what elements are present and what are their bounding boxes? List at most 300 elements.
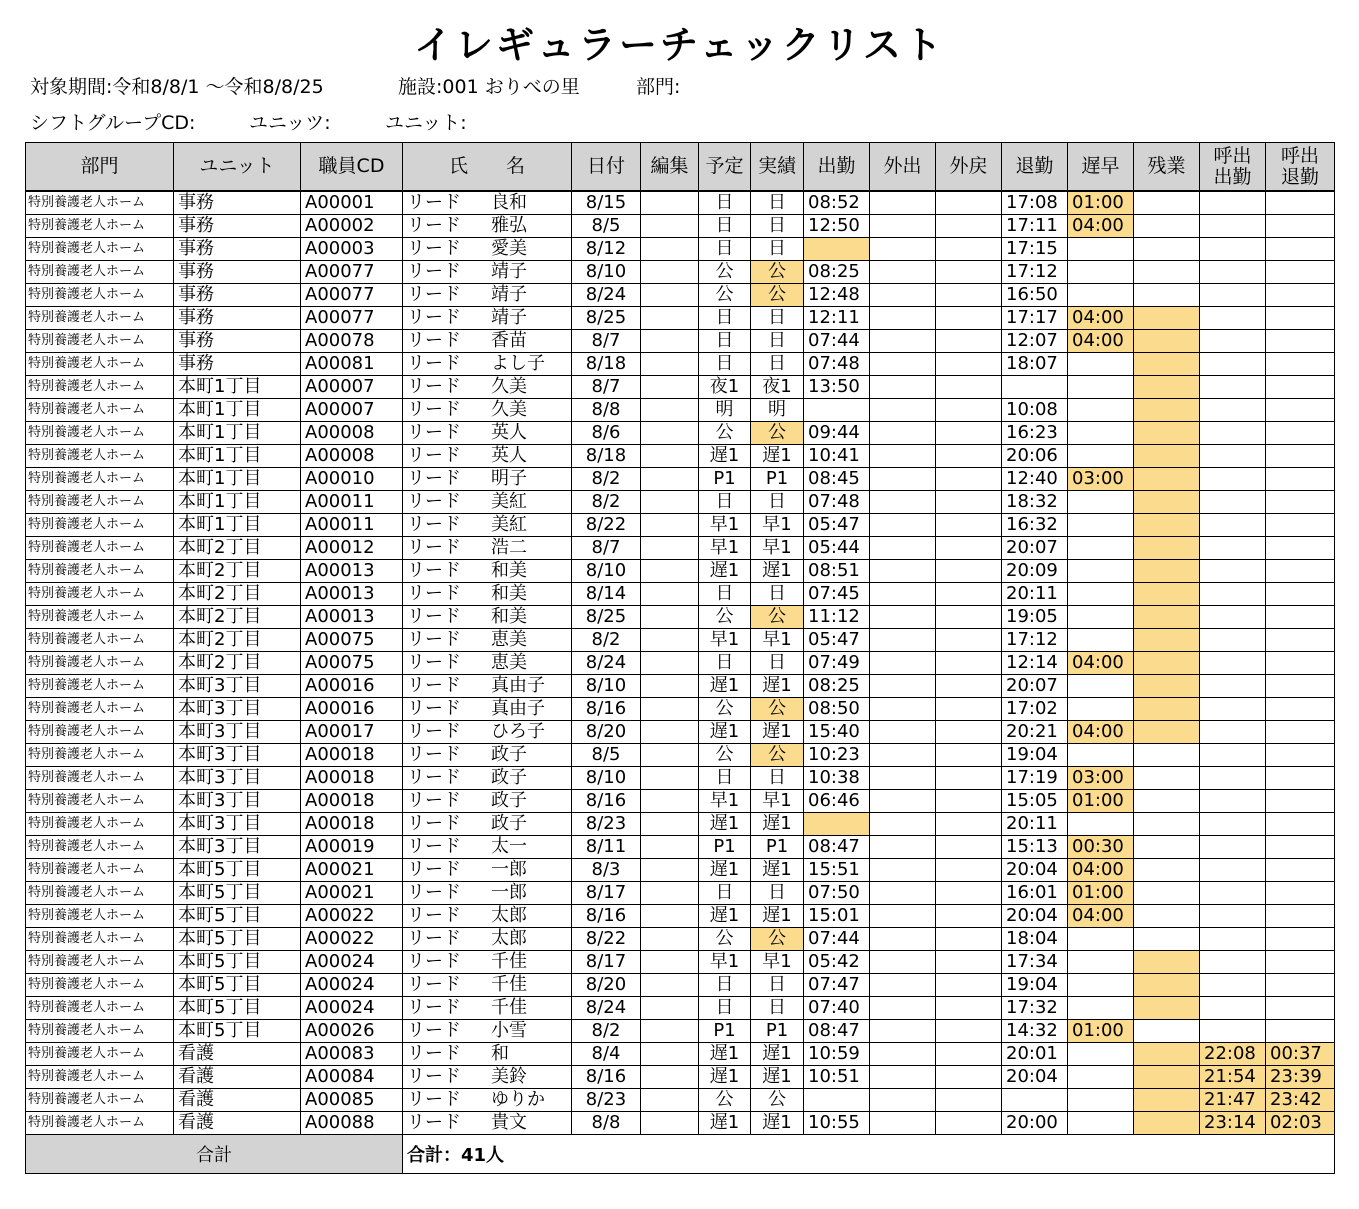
department-cell: 特別養護老人ホーム	[26, 813, 174, 836]
table-row	[26, 1089, 1335, 1112]
edit-cell	[641, 997, 699, 1020]
late-early-cell	[1068, 1089, 1134, 1112]
given-name: 美紅	[491, 514, 527, 535]
clock-out-cell: 17:17	[1002, 307, 1068, 330]
call-in-cell	[1200, 882, 1266, 905]
table-row	[26, 675, 1335, 698]
name-cell	[403, 191, 572, 215]
out-cell	[870, 606, 936, 629]
call-out-cell: 23:42	[1266, 1089, 1335, 1112]
plan-cell: 遅1	[699, 445, 751, 468]
actual-cell: 遅1	[751, 1066, 804, 1089]
actual-cell: 公	[751, 284, 804, 307]
date-cell: 8/16	[572, 905, 641, 928]
actual-cell: 遅1	[751, 675, 804, 698]
table-row	[26, 238, 1335, 261]
out-cell	[870, 790, 936, 813]
table-row	[26, 376, 1335, 399]
family-name: リード	[407, 330, 461, 351]
late-early-cell	[1068, 445, 1134, 468]
plan-cell: 遅1	[699, 1112, 751, 1135]
unit-cell: 事務	[174, 284, 301, 307]
overtime-cell	[1134, 698, 1200, 721]
clock-in-cell	[804, 238, 870, 261]
overtime-cell	[1134, 997, 1200, 1020]
clock-out-cell: 12:40	[1002, 468, 1068, 491]
staff-cd-cell: A00003	[301, 238, 403, 261]
clock-out-cell: 20:06	[1002, 445, 1068, 468]
call-in-cell	[1200, 629, 1266, 652]
clock-out-cell: 17:08	[1002, 191, 1068, 215]
clock-out-cell: 20:09	[1002, 560, 1068, 583]
late-early-cell	[1068, 675, 1134, 698]
name-cell	[403, 422, 572, 445]
return-cell	[936, 1066, 1002, 1089]
name-cell	[403, 928, 572, 951]
overtime-cell	[1134, 261, 1200, 284]
call-in-cell	[1200, 399, 1266, 422]
edit-cell	[641, 1020, 699, 1043]
clock-out-cell: 16:32	[1002, 514, 1068, 537]
late-early-cell: 04:00	[1068, 307, 1134, 330]
given-name: 和美	[491, 583, 527, 604]
staff-cd-cell: A00077	[301, 307, 403, 330]
department-cell: 特別養護老人ホーム	[26, 606, 174, 629]
given-name: 恵美	[491, 629, 527, 650]
edit-cell	[641, 238, 699, 261]
call-in-cell	[1200, 583, 1266, 606]
return-cell	[936, 675, 1002, 698]
actual-cell: 公	[751, 422, 804, 445]
call-in-cell: 21:47	[1200, 1089, 1266, 1112]
call-out-cell	[1266, 468, 1335, 491]
call-out-cell	[1266, 629, 1335, 652]
call-out-cell	[1266, 353, 1335, 376]
late-early-cell	[1068, 974, 1134, 997]
given-name: 政子	[491, 744, 527, 765]
name-cell	[403, 721, 572, 744]
clock-out-cell: 20:00	[1002, 1112, 1068, 1135]
col-return-header: 外戻	[936, 143, 1002, 192]
clock-in-cell: 05:44	[804, 537, 870, 560]
overtime-cell	[1134, 514, 1200, 537]
call-in-cell	[1200, 284, 1266, 307]
plan-cell: 公	[699, 744, 751, 767]
overtime-cell	[1134, 1043, 1200, 1066]
clock-in-cell: 07:44	[804, 330, 870, 353]
call-out-cell	[1266, 744, 1335, 767]
table-row	[26, 698, 1335, 721]
overtime-cell	[1134, 399, 1200, 422]
date-cell: 8/22	[572, 514, 641, 537]
unit-cell: 本町2丁目	[174, 652, 301, 675]
out-cell	[870, 721, 936, 744]
table-row	[26, 491, 1335, 514]
total-label: 合計	[26, 1135, 403, 1174]
actual-cell: 公	[751, 606, 804, 629]
date-cell: 8/16	[572, 790, 641, 813]
staff-cd-cell: A00021	[301, 859, 403, 882]
call-out-cell	[1266, 330, 1335, 353]
return-cell	[936, 1020, 1002, 1043]
edit-cell	[641, 353, 699, 376]
call-out-cell	[1266, 836, 1335, 859]
family-name: リード	[407, 721, 461, 742]
date-cell: 8/18	[572, 353, 641, 376]
edit-cell	[641, 491, 699, 514]
staff-cd-cell: A00088	[301, 1112, 403, 1135]
given-name: 政子	[491, 813, 527, 834]
plan-cell: 日	[699, 974, 751, 997]
table-row	[26, 560, 1335, 583]
clock-in-cell: 07:48	[804, 491, 870, 514]
name-cell	[403, 859, 572, 882]
edit-cell	[641, 767, 699, 790]
call-out-cell	[1266, 514, 1335, 537]
return-cell	[936, 974, 1002, 997]
call-out-cell	[1266, 675, 1335, 698]
out-cell	[870, 744, 936, 767]
call-in-cell	[1200, 491, 1266, 514]
staff-cd-cell: A00024	[301, 951, 403, 974]
table-row	[26, 997, 1335, 1020]
return-cell	[936, 399, 1002, 422]
clock-in-cell: 12:50	[804, 215, 870, 238]
call-out-cell	[1266, 307, 1335, 330]
actual-cell: 日	[751, 583, 804, 606]
unit-cell: 本町2丁目	[174, 629, 301, 652]
plan-cell: 遅1	[699, 1066, 751, 1089]
return-cell	[936, 928, 1002, 951]
actual-cell: 日	[751, 353, 804, 376]
actual-cell: 遅1	[751, 905, 804, 928]
call-in-cell: 23:14	[1200, 1112, 1266, 1135]
return-cell	[936, 468, 1002, 491]
plan-cell: 公	[699, 1089, 751, 1112]
late-early-cell	[1068, 606, 1134, 629]
out-cell	[870, 1112, 936, 1135]
col-name-header: 氏 名	[403, 143, 572, 192]
clock-out-cell: 16:50	[1002, 284, 1068, 307]
name-cell	[403, 951, 572, 974]
table-body	[26, 191, 1335, 1135]
clock-out-cell: 18:32	[1002, 491, 1068, 514]
table-row	[26, 330, 1335, 353]
overtime-cell	[1134, 652, 1200, 675]
table-row	[26, 399, 1335, 422]
staff-cd-cell: A00024	[301, 997, 403, 1020]
date-cell: 8/20	[572, 721, 641, 744]
col-overtime-header: 残業	[1134, 143, 1200, 192]
table-row	[26, 859, 1335, 882]
plan-cell: 遅1	[699, 675, 751, 698]
late-early-cell: 01:00	[1068, 882, 1134, 905]
given-name: 小雪	[491, 1020, 527, 1041]
edit-cell	[641, 629, 699, 652]
family-name: リード	[407, 353, 461, 374]
date-cell: 8/7	[572, 376, 641, 399]
clock-in-cell: 10:55	[804, 1112, 870, 1135]
call-out-cell	[1266, 974, 1335, 997]
staff-cd-cell: A00007	[301, 376, 403, 399]
out-cell	[870, 997, 936, 1020]
clock-out-cell: 16:23	[1002, 422, 1068, 445]
plan-cell: 日	[699, 215, 751, 238]
out-cell	[870, 284, 936, 307]
call-out-cell	[1266, 951, 1335, 974]
call-in-cell	[1200, 560, 1266, 583]
table-row	[26, 629, 1335, 652]
family-name: リード	[407, 284, 461, 305]
edit-cell	[641, 1066, 699, 1089]
unit-cell: 事務	[174, 261, 301, 284]
staff-cd-cell: A00016	[301, 698, 403, 721]
late-early-cell: 04:00	[1068, 215, 1134, 238]
late-early-cell: 04:00	[1068, 330, 1134, 353]
staff-cd-cell: A00011	[301, 514, 403, 537]
overtime-cell	[1134, 882, 1200, 905]
family-name: リード	[407, 238, 461, 259]
staff-cd-cell: A00018	[301, 744, 403, 767]
call-out-cell	[1266, 606, 1335, 629]
return-cell	[936, 997, 1002, 1020]
plan-cell: 公	[699, 928, 751, 951]
name-cell	[403, 1089, 572, 1112]
plan-cell: 遅1	[699, 721, 751, 744]
return-cell	[936, 353, 1002, 376]
actual-cell: 日	[751, 307, 804, 330]
department-cell: 特別養護老人ホーム	[26, 767, 174, 790]
actual-cell: 日	[751, 238, 804, 261]
department-cell: 特別養護老人ホーム	[26, 537, 174, 560]
clock-in-cell: 06:46	[804, 790, 870, 813]
family-name: リード	[407, 1112, 461, 1133]
department-cell: 特別養護老人ホーム	[26, 629, 174, 652]
late-early-cell	[1068, 928, 1134, 951]
overtime-cell	[1134, 215, 1200, 238]
staff-cd-cell: A00022	[301, 905, 403, 928]
out-cell	[870, 491, 936, 514]
date-cell: 8/25	[572, 307, 641, 330]
call-out-cell	[1266, 813, 1335, 836]
department-cell: 特別養護老人ホーム	[26, 790, 174, 813]
actual-cell: 早1	[751, 629, 804, 652]
unit-cell: 事務	[174, 191, 301, 215]
call-in-cell	[1200, 675, 1266, 698]
out-cell	[870, 560, 936, 583]
family-name: リード	[407, 698, 461, 719]
table-row	[26, 1020, 1335, 1043]
units-label: ユニッツ:	[249, 112, 331, 134]
col-unit-header: ユニット	[174, 143, 301, 192]
plan-cell: 早1	[699, 514, 751, 537]
edit-cell	[641, 284, 699, 307]
out-cell	[870, 376, 936, 399]
given-name: 真由子	[491, 675, 545, 696]
name-cell	[403, 1112, 572, 1135]
staff-cd-cell: A00007	[301, 399, 403, 422]
given-name: 貴文	[491, 1112, 527, 1133]
call-in-cell	[1200, 997, 1266, 1020]
date-cell: 8/2	[572, 1020, 641, 1043]
call-out-cell	[1266, 445, 1335, 468]
late-early-cell: 01:00	[1068, 1020, 1134, 1043]
late-early-cell	[1068, 583, 1134, 606]
family-name: リード	[407, 1089, 461, 1110]
name-cell	[403, 629, 572, 652]
date-cell: 8/10	[572, 261, 641, 284]
edit-cell	[641, 882, 699, 905]
family-name: リード	[407, 399, 461, 420]
plan-cell: 夜1	[699, 376, 751, 399]
staff-cd-cell: A00078	[301, 330, 403, 353]
late-early-cell	[1068, 997, 1134, 1020]
call-out-cell	[1266, 790, 1335, 813]
overtime-cell	[1134, 859, 1200, 882]
family-name: リード	[407, 836, 461, 857]
facility-label: 施設:001 おりべの里	[398, 76, 580, 98]
unit-cell: 本町5丁目	[174, 974, 301, 997]
late-early-cell: 04:00	[1068, 721, 1134, 744]
staff-cd-cell: A00075	[301, 629, 403, 652]
table-row	[26, 974, 1335, 997]
table-row	[26, 836, 1335, 859]
clock-out-cell: 17:02	[1002, 698, 1068, 721]
clock-out-cell: 15:05	[1002, 790, 1068, 813]
date-cell: 8/12	[572, 238, 641, 261]
staff-cd-cell: A00001	[301, 191, 403, 215]
call-out-cell: 00:37	[1266, 1043, 1335, 1066]
unit-cell: 本町3丁目	[174, 698, 301, 721]
family-name: リード	[407, 491, 461, 512]
overtime-cell	[1134, 928, 1200, 951]
call-in-cell	[1200, 468, 1266, 491]
actual-cell: 夜1	[751, 376, 804, 399]
edit-cell	[641, 606, 699, 629]
clock-out-cell: 17:32	[1002, 997, 1068, 1020]
return-cell	[936, 721, 1002, 744]
actual-cell: 遅1	[751, 560, 804, 583]
name-cell	[403, 744, 572, 767]
actual-cell: 早1	[751, 790, 804, 813]
department-cell: 特別養護老人ホーム	[26, 698, 174, 721]
given-name: 一郎	[491, 859, 527, 880]
given-name: 久美	[491, 399, 527, 420]
call-out-cell: 02:03	[1266, 1112, 1335, 1135]
table-row	[26, 468, 1335, 491]
late-early-cell	[1068, 744, 1134, 767]
out-cell	[870, 698, 936, 721]
plan-cell: P1	[699, 468, 751, 491]
call-out-cell	[1266, 215, 1335, 238]
out-cell	[870, 1020, 936, 1043]
clock-out-cell: 17:12	[1002, 261, 1068, 284]
given-name: ひろ子	[491, 721, 545, 742]
plan-cell: 日	[699, 997, 751, 1020]
out-cell	[870, 583, 936, 606]
return-cell	[936, 606, 1002, 629]
actual-cell: 遅1	[751, 1112, 804, 1135]
col-out-header: 外出	[870, 143, 936, 192]
table-row	[26, 790, 1335, 813]
out-cell	[870, 1089, 936, 1112]
col-staff-cd-header: 職員CD	[301, 143, 403, 192]
overtime-cell	[1134, 675, 1200, 698]
call-in-cell	[1200, 951, 1266, 974]
date-cell: 8/10	[572, 767, 641, 790]
out-cell	[870, 399, 936, 422]
overtime-cell	[1134, 353, 1200, 376]
edit-cell	[641, 974, 699, 997]
actual-cell: 日	[751, 767, 804, 790]
family-name: リード	[407, 997, 461, 1018]
clock-in-cell: 15:51	[804, 859, 870, 882]
department-cell: 特別養護老人ホーム	[26, 353, 174, 376]
unit-label: ユニット:	[385, 112, 467, 134]
staff-cd-cell: A00083	[301, 1043, 403, 1066]
table-row	[26, 606, 1335, 629]
clock-out-cell: 14:32	[1002, 1020, 1068, 1043]
call-in-cell	[1200, 191, 1266, 215]
clock-out-cell	[1002, 1089, 1068, 1112]
staff-cd-cell: A00013	[301, 606, 403, 629]
clock-out-cell: 12:14	[1002, 652, 1068, 675]
edit-cell	[641, 905, 699, 928]
clock-out-cell: 20:04	[1002, 905, 1068, 928]
clock-out-cell: 17:34	[1002, 951, 1068, 974]
given-name: 愛美	[491, 238, 527, 259]
overtime-cell	[1134, 744, 1200, 767]
overtime-cell	[1134, 560, 1200, 583]
out-cell	[870, 882, 936, 905]
edit-cell	[641, 859, 699, 882]
shift-group-label: シフトグループCD:	[30, 112, 196, 134]
out-cell	[870, 261, 936, 284]
call-out-cell: 23:39	[1266, 1066, 1335, 1089]
plan-cell: 日	[699, 353, 751, 376]
plan-cell: 早1	[699, 629, 751, 652]
actual-cell: 公	[751, 928, 804, 951]
out-cell	[870, 191, 936, 215]
given-name: 一郎	[491, 882, 527, 903]
name-cell	[403, 560, 572, 583]
actual-cell: 日	[751, 330, 804, 353]
edit-cell	[641, 191, 699, 215]
call-in-cell	[1200, 1020, 1266, 1043]
late-early-cell	[1068, 813, 1134, 836]
call-in-cell	[1200, 836, 1266, 859]
overtime-cell	[1134, 721, 1200, 744]
given-name: 政子	[491, 790, 527, 811]
clock-in-cell	[804, 1089, 870, 1112]
plan-cell: 日	[699, 491, 751, 514]
edit-cell	[641, 928, 699, 951]
clock-in-cell: 08:25	[804, 261, 870, 284]
plan-cell: 公	[699, 284, 751, 307]
overtime-cell	[1134, 376, 1200, 399]
overtime-cell	[1134, 974, 1200, 997]
name-cell	[403, 514, 572, 537]
overtime-cell	[1134, 1066, 1200, 1089]
call-in-cell	[1200, 744, 1266, 767]
clock-in-cell: 13:50	[804, 376, 870, 399]
given-name: 靖子	[491, 261, 527, 282]
plan-cell: 公	[699, 261, 751, 284]
clock-in-cell: 05:47	[804, 514, 870, 537]
family-name: リード	[407, 560, 461, 581]
family-name: リード	[407, 744, 461, 765]
table-row	[26, 514, 1335, 537]
